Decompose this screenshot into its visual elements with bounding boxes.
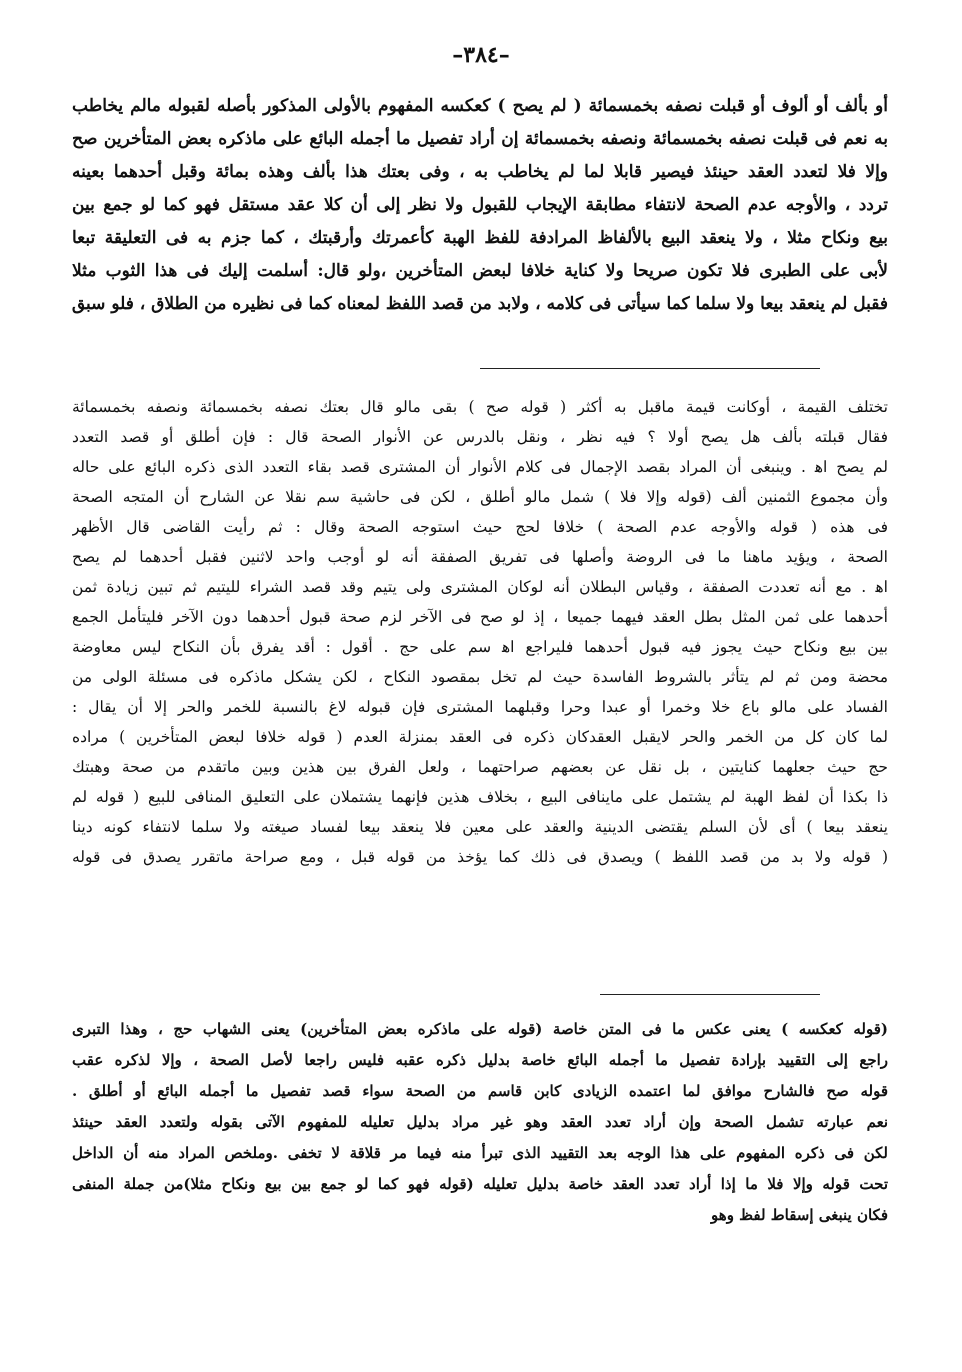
page-number: –٣٨٤– [452,42,510,68]
sharh-line: فقال قبلته بألف هل يصح أولا ؟ فيه نظر ، ونقل بالدرس عن الأنوار الصحة قال : فإن أطلق أو قصد التعدد [72,428,888,446]
hashiya-line: نعم عبارته تشمل الصحة وإن أراد تعدد العقد وهو غير مراد بدليل تعليله للمفهوم الآتى بقوله ولتعدد العقد حينئذ [72,1113,888,1131]
hashiya-line: فكان ينبغى إسقاط لفظ وهو [711,1206,888,1224]
sharh-line: لم يصح اﻫ . وينبغى أن المراد بقصد الإجمال فى كلام الأنوار أن المشترى قصد بقاء التعدد الذى ذكره البائع على حاله [72,458,888,476]
sharh-line: محضة ومن ثم لم يتأثر بالشروط الفاسدة حيث لم تخل بمقصود النكاح ، لكن يشكل ماذكره فى مسئلة الولى من [72,668,888,686]
main-text-line: فقبل لم ينعقد بيعا ولا سلما كما سيأتى فى كلامه ، ولابد من قصد اللفظ لمعناه كما فى نظيره من الطلاق ، فلو سبق [72,294,888,314]
sharh-line: أحدهما على ثمن المثل بطل العقد فيهما جميعا ، إذ لو صح فى الآخر لزم صحة قبول أحدهما دون الآخر فليتأمل الجمع [72,608,888,626]
sharh-line: تختلف القيمة ، أوكانت قيمة ماقبل به أكثر ( قوله صح ) بقى مالو قال بعتك نصفه بخمسمائة ونصفه بخمسمائة [72,398,888,416]
sharh-line: فى هذه ( قوله والأوجه عدم الصحة ) خلافا لحج حيث استوجه الصحة وقال : ثم رأيت القاضى قال الأظهر [72,518,888,536]
sharh-line: حج حيث جعلهما كنايتين ، بل نقل عن بعضهم صراحتهما ، ولعل الفرق بين هذين وبين ماتقدم من صحة وهبتك [72,758,888,776]
hashiya-line: تحت قوله وإلا فلا ما إذا أراد تعدد العقد خاصة بدليل تعليله (قوله فهو كما لو جمع بين بيع ونكاح مثلا)من جملة المنفى [72,1175,888,1193]
main-text-line: به نعم فى قبلت نصفه بخمسمائة ونصفه بخمسمائة إن أراد تفصيل ما أجمله البائع على ماذكره بعض المتأخرين صح [72,129,888,149]
hashiya-line: لكن فى ذكره المفهوم على هذا الوجه بعد التقييد الذى تبرأ منه فيما مر قلاقة لا تخفى .وملخص المراد منه أن الداخل [72,1144,888,1162]
sharh-line: وأن مجموع الثمنين ألف (قوله وإلا فلا ) شمل مالو أطلق ، لكن فى حاشية سم نقلا عن الشارح أن المتجه الصحة [72,488,888,506]
sharh-line: الفساد على مالو باع خلا وخمرا أو عبدا وحرا وقبلهما المشترى فإن قبوله لاغ بالنسبة للخمر والحر إلا أن يقال : [72,698,888,716]
hashiya-line: راجع إلى التقييد بإرادة تفصيل ما أجمله البائع خاصة بدليل ذكره عقبه فليس راجعا لأصل الصحة ، وإلا لذكره عقب [72,1051,888,1069]
section-divider [600,994,820,995]
sharh-line: ينعقد بيعا ) أى لأن السلم يقتضى الدينية والعقد على معين فلا ينعقد بيعا لفساد صيغته ولا سلما لانتفاء كونه دينا [72,818,888,836]
sharh-line: بين بيع ونكاح حيث يجوز فيه قبول أحدهما فليراجع اﻫ سم على حج . أقول : أقد يفرق بأن النكاح ليس معاوضة [72,638,888,656]
sharh-line: ( قوله ولا بد من قصد اللفظ ) ويصدق فى ذلك كما يؤخذ من قوله قبل ، ومع صراحة ماتقرر يصدق فى قوله [72,848,888,866]
section-divider [480,368,820,369]
main-text-line: تردد ، والأوجه عدم الصحة لانتفاء مطابقة الإيجاب للقبول ولا نظر إلى أن كلا عقد مستقل فهو كما لو جمع بين [72,195,888,215]
hashiya-notes [72,1014,888,1231]
main-text-line: لأبى على الطبرى فلا تكون صريحا ولا كناية خلافا لبعض المتأخرين ،ولو قال: أسلمت إليك فى هذا الثوب مثلا [72,261,888,281]
main-text-line: وإلا فلا لتعدد العقد حينئذ فيصير قابلا لما لم يخاطب به ، وفى بعتك هذا بألف وهذه بمائة وقبل أحدهما بعينه [72,162,888,182]
main-text [72,90,888,321]
main-text-line: بيع ونكاح مثلا ، ولا ينعقد البيع بالألفاظ المرادفة للفظ الهبة كأعمرتك وأرقبتك ، كما جزم به فى التعليقة تبعا [72,228,888,248]
hashiya-line: (قوله كعكسه ) يعنى عكس ما فى المتن خاصة (قوله على ماذكره بعض المتأخرين) يعنى الشهاب حج ، وهذا التبرى [72,1020,888,1038]
sharh-line: لما كان كل من الخمر والحر لايقبل العقدكان ذكره فى العقد بمنزلة العدم ( قوله خلافا لبعض المتأخرين ) مراده [72,728,888,746]
sharh-line: ذا بكذا أن لفظ الهبة لم يشتمل على ماينافى البيع ، بخلاف هذين فإنهما يشتملان على التعليق المنافى للبيع ( قوله لم [72,788,888,806]
main-text-line: أو بألف أو ألوف أو قبلت نصفه بخمسمائة ( لم يصح ) كعكسه المفهوم بالأولى المذكور بأصله لقبوله مالم يخاطب [72,96,888,116]
sharh-line: الصحة ، ويؤيد ماهنا ما فى الروضة وأصلها فى تفريق الصفقة أنه لو أوجب واحد لاثنين فقبل أحدهما لم يصح [72,548,888,566]
sharh-line: اﻫ . مع أنه تعددت الصفقة ، وقياس البطلان أنه لوكان المشترى ولى يتيم وقد قصد الشراء لليتيم ثم تبين زيادة ثمن [72,578,888,596]
hashiya-line: قوله صح فالشارح موافق لما اعتمده الزيادى كابن قاسم من الصحة سواء قصد تفصيل ما أجمله البائع أو أطلق . [72,1082,888,1100]
sharh-commentary [72,392,888,872]
